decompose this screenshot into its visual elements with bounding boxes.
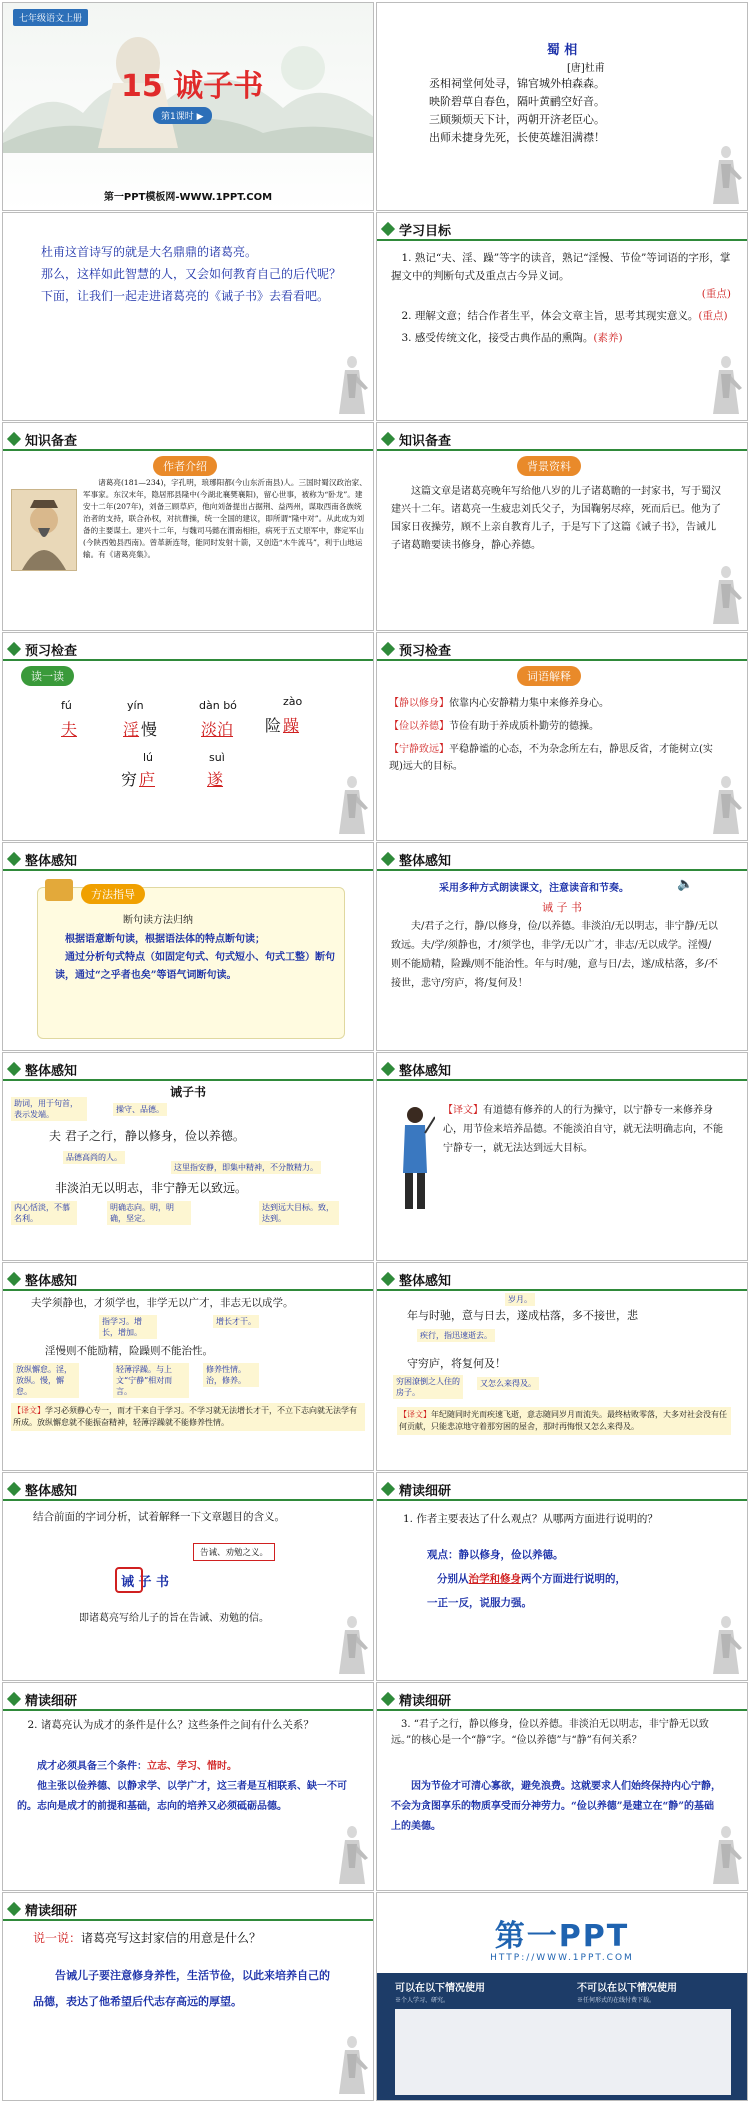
read-badge (21, 665, 74, 686)
q1-question: 1. 作者主要表达了什么观点？从哪两方面进行说明的？ (403, 1513, 658, 1525)
slide-title-meaning (2, 1472, 374, 1681)
header-title: 整体感知 (399, 1273, 452, 1289)
annot-note: 疾行，指迅速逝去。 (417, 1329, 495, 1342)
goal-1 (391, 249, 731, 303)
badge-label: 读一读 (21, 666, 74, 686)
annot-note: 操守、品德。 (113, 1103, 167, 1116)
translation-label: 【译文】 (13, 1406, 45, 1415)
book-icon (45, 879, 73, 901)
badge-label: 词语解释 (517, 666, 581, 686)
answer-part: 两个方面进行说明的， (521, 1573, 626, 1585)
vocab-def: 平稳静谧的心态，不为杂念所左右，静思反省，才能树立(实现)远大的目标。 (389, 744, 713, 772)
goal-tag: (重点) (701, 288, 731, 300)
slide-header (377, 1269, 747, 1291)
slide-header (3, 1479, 373, 1501)
annot-note: 明确志向。明，明确，坚定。 (107, 1201, 191, 1225)
intro-p3: 下面，让我们一起走进诸葛亮的《诫子书》去看看吧。 (41, 289, 330, 303)
translation-body: 有道德有修养的人的行为操守，以宁静专一来修养身心，用节俭来培养品德。不能淡泊自守，就无法明确志向，不能宁静专一，就无法达到远大目标。 (443, 1105, 723, 1154)
slide-cover (2, 2, 374, 211)
poem-line: 出师未捷身先死，长使英雄泪满襟！ (429, 131, 605, 144)
poem-author: [唐]杜甫 (567, 63, 605, 74)
annot-line-2: 守穷庐，将复何及！ (407, 1357, 506, 1370)
slide-question-2 (2, 1682, 374, 1891)
vocab-item (389, 695, 719, 712)
annot-note: 修养性情。治，修养。 (203, 1363, 259, 1387)
vocab-item (389, 741, 719, 775)
header-title: 整体感知 (399, 1063, 452, 1079)
translation-body: 学习必须静心专一，而才干来自于学习。不学习就无法增长才干，不立下志向就无法学有所成。放纵懈怠就不能振奋精神，轻薄浮躁就不能修养性情。 (13, 1406, 357, 1427)
hanzi-plain: 险 (265, 716, 282, 735)
q1-answer-1: 观点：静以修身，俭以养德。 (427, 1549, 564, 1561)
slide-header (3, 1269, 373, 1291)
slide-question-4 (2, 1892, 374, 2101)
header-title: 整体感知 (25, 853, 78, 869)
annot-note: 放纵懈怠。淫，放纵。慢，懈怠。 (13, 1363, 79, 1398)
annot-line-1: 夫学须静也，才须学也，非学无以广才，非志无以成学。 (31, 1297, 294, 1309)
slide-header (3, 429, 373, 451)
hanzi-plain: 穷 (121, 770, 138, 789)
goal-text: 1. 熟记“夫、淫、躁”等字的读音，熟记“淫慢、节俭”等词语的字形，掌握文中的判断句式及重点古今异义词。 (391, 252, 731, 282)
slide-question-1 (376, 1472, 748, 1681)
goal-tag: (重点) (698, 310, 728, 322)
q3-question: 3. “君子之行，静以修身，俭以养德。非淡泊无以明志，非宁静无以致远。”的核心是一个“静”字。“俭以养德”与“静”有何关系？ (391, 1719, 709, 1746)
annot-translation (11, 1403, 365, 1431)
author-badge (153, 455, 217, 476)
vocab-def: 节俭有助于养成质朴勤劳的德操。 (449, 721, 599, 732)
link-list (395, 2009, 731, 2095)
slide-header (377, 849, 747, 871)
meaning-question: 结合前面的字词分析，试着解释一下文章题目的含义。 (33, 1511, 285, 1523)
annot-line-2: 非淡泊无以明志，非宁静无以致远。 (55, 1181, 248, 1195)
can-use-title: 可以在以下情况使用 (395, 1983, 485, 1994)
meaning-answer: 即诸葛亮写给儿子的旨在告诫、劝勉的信。 (79, 1613, 269, 1624)
poem-line: 三顾频烦天下计，两朝开济老臣心。 (429, 113, 605, 126)
header-title: 整体感知 (399, 853, 452, 869)
slide-read (2, 632, 374, 841)
background-text: 这篇文章是诸葛亮晚年写给他八岁的儿子诸葛瞻的一封家书，写于蜀汉建兴十二年。诸葛亮一生疲忠刘氏父子，为国鞠躬尽瘁，死而后已。他为了国家日夜操劳，顾不上亲自教育儿子，于是写下了这篇《诫子书》，告诫儿子诸葛瞻要读书修身，静心养德。 (391, 486, 721, 551)
author-portrait (11, 489, 77, 571)
portrait-icon (12, 490, 76, 570)
question-text: 诸葛亮写这封家信的用意是什么？ (81, 1931, 262, 1945)
lesson-button-label: 第1课时 (161, 112, 194, 122)
intro-p2: 那么，这样如此智慧的人，又会如何教育自己的后代呢？ (41, 267, 342, 281)
sage-figure (335, 1614, 369, 1676)
method-badge (81, 883, 145, 904)
translation-text (443, 1101, 725, 1158)
header-title: 知识备查 (25, 433, 78, 449)
q3-answer: 因为节俭才可清心寡欲，避免浪费。这就要求人们始终保持内心宁静，不会为贪图享乐的物质享受而分神劳力。“俭以养德”是建立在“静”的基础上的美德。 (391, 1781, 721, 1832)
goal-2 (391, 307, 731, 325)
slide-author (2, 422, 374, 631)
slide-header (377, 1059, 747, 1081)
slide-header (377, 639, 747, 661)
sage-figure (335, 774, 369, 836)
slide-header (377, 1479, 747, 1501)
speaker-icon[interactable]: 🔈 (677, 877, 694, 892)
pinyin: zào (283, 695, 303, 708)
annot-note: 又怎么来得及。 (477, 1377, 539, 1390)
lesson-button[interactable] (153, 107, 212, 124)
hanzi: 淡泊 (201, 720, 234, 739)
annot-translation (397, 1407, 731, 1435)
q2-answer-2: 他主张以俭养德、以静求学、以学广才，这三者是互相联系、缺一不可的。志向是成才的前提和基础，志向的培养又必须砥砺品德。 (17, 1781, 347, 1812)
header-title: 预习检查 (25, 643, 78, 659)
vocab-term: 【宁静致远】 (389, 744, 449, 755)
slide-method (2, 842, 374, 1051)
meaning-note: 告诫、劝勉之义。 (193, 1543, 275, 1561)
pinyin: dàn bó (199, 699, 237, 712)
header-title: 预习检查 (399, 643, 452, 659)
slide-header (3, 849, 373, 871)
annot-line-2: 淫慢则不能励精，险躁则不能治性。 (45, 1345, 213, 1357)
translation-body: 年纪随同时光而疾速飞逝，意志随同岁月而流失。最终枯败零落，大多对社会没有任何贡献，只能悲凉地守着那穷困的屋舍，那时再悔恨又怎么来得及。 (399, 1410, 727, 1431)
annot-note: 岁月。 (505, 1293, 535, 1306)
slide-annotation-3 (376, 1262, 748, 1471)
reading-text: 夫/君子之行，静/以修身，俭/以养德。非淡泊/无以明志，非宁静/无以致远。夫/学/须静也，才/须学也，非学/无以广才，非志/无以成学。淫慢/则不能励精，险躁/则不能治性。年与时/驰，意与日/去，遂/成枯落，多/不接世，悲守/穷庐，将/复何及！ (391, 921, 718, 989)
header-title: 知识备查 (399, 433, 452, 449)
can-use-sub: ※个人学习、研究。 (395, 1997, 450, 2004)
grade-tab: 七年级语文上册 (13, 9, 88, 26)
sage-figure (709, 1824, 743, 1886)
answer-part: 分别从 (437, 1573, 469, 1585)
sage-figure (709, 354, 743, 416)
answer-part: 成才必须具备三个条件： (37, 1761, 147, 1772)
highlight-circle (115, 1567, 143, 1593)
header-title: 整体感知 (25, 1273, 78, 1289)
slide-background (376, 422, 748, 631)
sage-figure (709, 1614, 743, 1676)
slide-header (3, 1689, 373, 1711)
annot-note: 内心恬淡，不慕名利。 (11, 1201, 77, 1225)
annot-note: 指学习。增长，增加。 (99, 1315, 157, 1339)
annot-note: 助词，用于句首，表示发端。 (11, 1097, 87, 1121)
slide-header (3, 639, 373, 661)
sage-figure (709, 144, 743, 206)
vocab-def: 依靠内心安静精力集中来修养身心。 (449, 698, 609, 709)
vocab-term: 【静以修身】 (389, 698, 449, 709)
annot-note: 品德高尚的人。 (63, 1151, 125, 1164)
sage-figure (709, 564, 743, 626)
vocab-term: 【俭以养德】 (389, 721, 449, 732)
pinyin: lú (143, 751, 154, 764)
sage-figure (335, 354, 369, 416)
badge-label: 作者介绍 (153, 456, 217, 476)
method-text-2: 通过分析句式特点（如固定句式、句式短小、句式工整）断句读，通过“之乎者也矣”等语气词断句读。 (55, 952, 335, 981)
q2-answer-1 (17, 1757, 347, 1777)
header-title: 精读细研 (399, 1483, 452, 1499)
teacher-icon (395, 1103, 435, 1213)
annot-line-1: 年与时驰，意与日去，遂成枯落，多不接世，悲 (407, 1309, 638, 1322)
annot-note: 穷困潦倒之人住的房子。 (393, 1375, 463, 1399)
hanzi-plain: 慢 (141, 720, 158, 739)
arrow-right-icon: ▶ (196, 112, 204, 122)
answer-highlight: 立志、学习、惜时。 (147, 1761, 237, 1772)
header-title: 学习目标 (399, 223, 452, 239)
slide-header (377, 429, 747, 451)
method-subtitle: 断句读方法归纳 (123, 915, 193, 926)
annot-note: 轻薄浮躁。与上文“宁静”相对而言。 (113, 1363, 189, 1398)
slide-annotation-1 (2, 1052, 374, 1261)
slide-question-3 (376, 1682, 748, 1891)
meaning-word-text: 诫 子 书 (121, 1575, 170, 1590)
sage-figure (335, 1824, 369, 1886)
poem-title: 蜀 相 (546, 43, 578, 58)
brand-logo: 第一PPT (494, 1919, 630, 1954)
sage-figure (709, 774, 743, 836)
hanzi: 躁 (283, 716, 300, 735)
goal-text: 3. 感受传统文化，接受古典作品的熏陶。 (401, 332, 594, 344)
goal-3 (391, 329, 731, 347)
slide-annotation-2 (2, 1262, 374, 1471)
header-title: 精读细研 (25, 1903, 78, 1919)
header-title: 精读细研 (399, 1693, 452, 1709)
intro-p1: 杜甫这首诗写的就是大名鼎鼎的诸葛亮。 (41, 245, 258, 259)
annot-title: 诫子书 (169, 1085, 206, 1099)
slide-translation-1 (376, 1052, 748, 1261)
poem-line: 映阶碧草自春色，隔叶黄鹂空好音。 (429, 95, 605, 108)
author-text: 诸葛亮(181—234)，字孔明，琅琊阳都(今山东沂南县)人。三国时蜀汉政治家、军事家。东汉末年，隐居邢县隆中(今湖北襄樊襄阳)，留心世事，被称为“卧龙”。建安十二年(207年)，刘备三顾草庐，他向刘备提出占据荆、益两州，谋取西南各族统治者的支持，联合孙权，对抗曹操，统一全国的建议，即所谓“隆中对”。从此成为刘备的主要谋士。建兴十二年，与魏司马懿在渭南相拒，病死于五丈原军中，葬定军山(今陕西勉县西南)。曾革新连弩，能同时发射十箭，又创造“木牛流马”，利于山地运输。有《诸葛亮集》。 (83, 478, 367, 559)
reading-title: 诫 子 书 (542, 901, 582, 914)
q4-answer: 告诫儿子要注意修身养性，生活节俭，以此来培养自己的品德，表达了他希望后代志存高远的厚望。 (33, 1969, 330, 2008)
hanzi: 庐 (139, 770, 156, 789)
pinyin: fú (61, 699, 72, 712)
slide-poem (376, 2, 748, 211)
annot-line-1: 夫 君子之行，静以修身，俭以养德。 (49, 1129, 245, 1143)
translation-label: 【译文】 (443, 1105, 483, 1116)
poem-lines (429, 75, 605, 147)
slide-intro (2, 212, 374, 421)
method-text-1: 根据语意断句读，根据语法体的特点断句读； (65, 934, 265, 945)
annot-note: 达到远大目标。致，达到。 (259, 1201, 339, 1225)
question-label: 说一说： (33, 1931, 82, 1945)
pinyin: yín (127, 699, 144, 712)
hanzi: 夫 (61, 720, 78, 739)
q2-question: 2. 诸葛亮认为成才的条件是什么？这些条件之间有什么关系？ (27, 1719, 314, 1731)
hanzi: 淫 (123, 720, 140, 739)
slide-license (376, 1892, 748, 2101)
badge-label: 方法指导 (81, 884, 145, 904)
slide-vocab (376, 632, 748, 841)
background-badge (517, 455, 581, 476)
slide-reading (376, 842, 748, 1051)
slide-header (3, 1059, 373, 1081)
badge-label: 背景资料 (517, 456, 581, 476)
vocab-item (389, 718, 719, 735)
annot-note: 增长才干。 (213, 1315, 259, 1328)
header-title: 整体感知 (25, 1483, 78, 1499)
slide-header (3, 1899, 373, 1921)
hanzi: 遂 (207, 770, 224, 789)
slide-header (377, 1689, 747, 1711)
site-caption: 第一PPT模板网-WWW.1PPT.COM (103, 192, 273, 203)
q4-question (33, 1929, 261, 1946)
reading-intro: 采用多种方式朗读课文，注意读音和节奏。 (439, 883, 629, 894)
cannot-use-title: 不可以在以下情况使用 (577, 1983, 677, 1994)
header-title: 精读细研 (25, 1693, 78, 1709)
translation-label: 【译文】 (399, 1410, 431, 1419)
cannot-use-sub: ※任何形式的在线付费下载。 (577, 1997, 656, 2004)
answer-highlight: 治学和修身 (468, 1573, 521, 1585)
annot-note: 这里指安静，即集中精神，不分散精力。 (171, 1161, 321, 1174)
poem-line: 丞相祠堂何处寻，锦官城外柏森森。 (429, 77, 605, 90)
pinyin: suì (209, 751, 225, 764)
cover-title: 15 诚子书 (121, 69, 264, 104)
brand-url[interactable]: HTTP://WWW.1PPT.COM (490, 1953, 634, 1963)
q1-answer-2 (427, 1567, 727, 1591)
q1-answer-3: 一正一反，说服力强。 (427, 1597, 532, 1609)
goal-tag: (素养) (593, 332, 623, 344)
header-title: 整体感知 (25, 1063, 78, 1079)
slide-goals (376, 212, 748, 421)
slide-header (377, 219, 747, 241)
goal-text: 2. 理解文意；结合作者生平，体会文章主旨，思考其现实意义。 (401, 310, 699, 322)
vocab-badge (517, 665, 581, 686)
sage-figure (335, 2034, 369, 2096)
